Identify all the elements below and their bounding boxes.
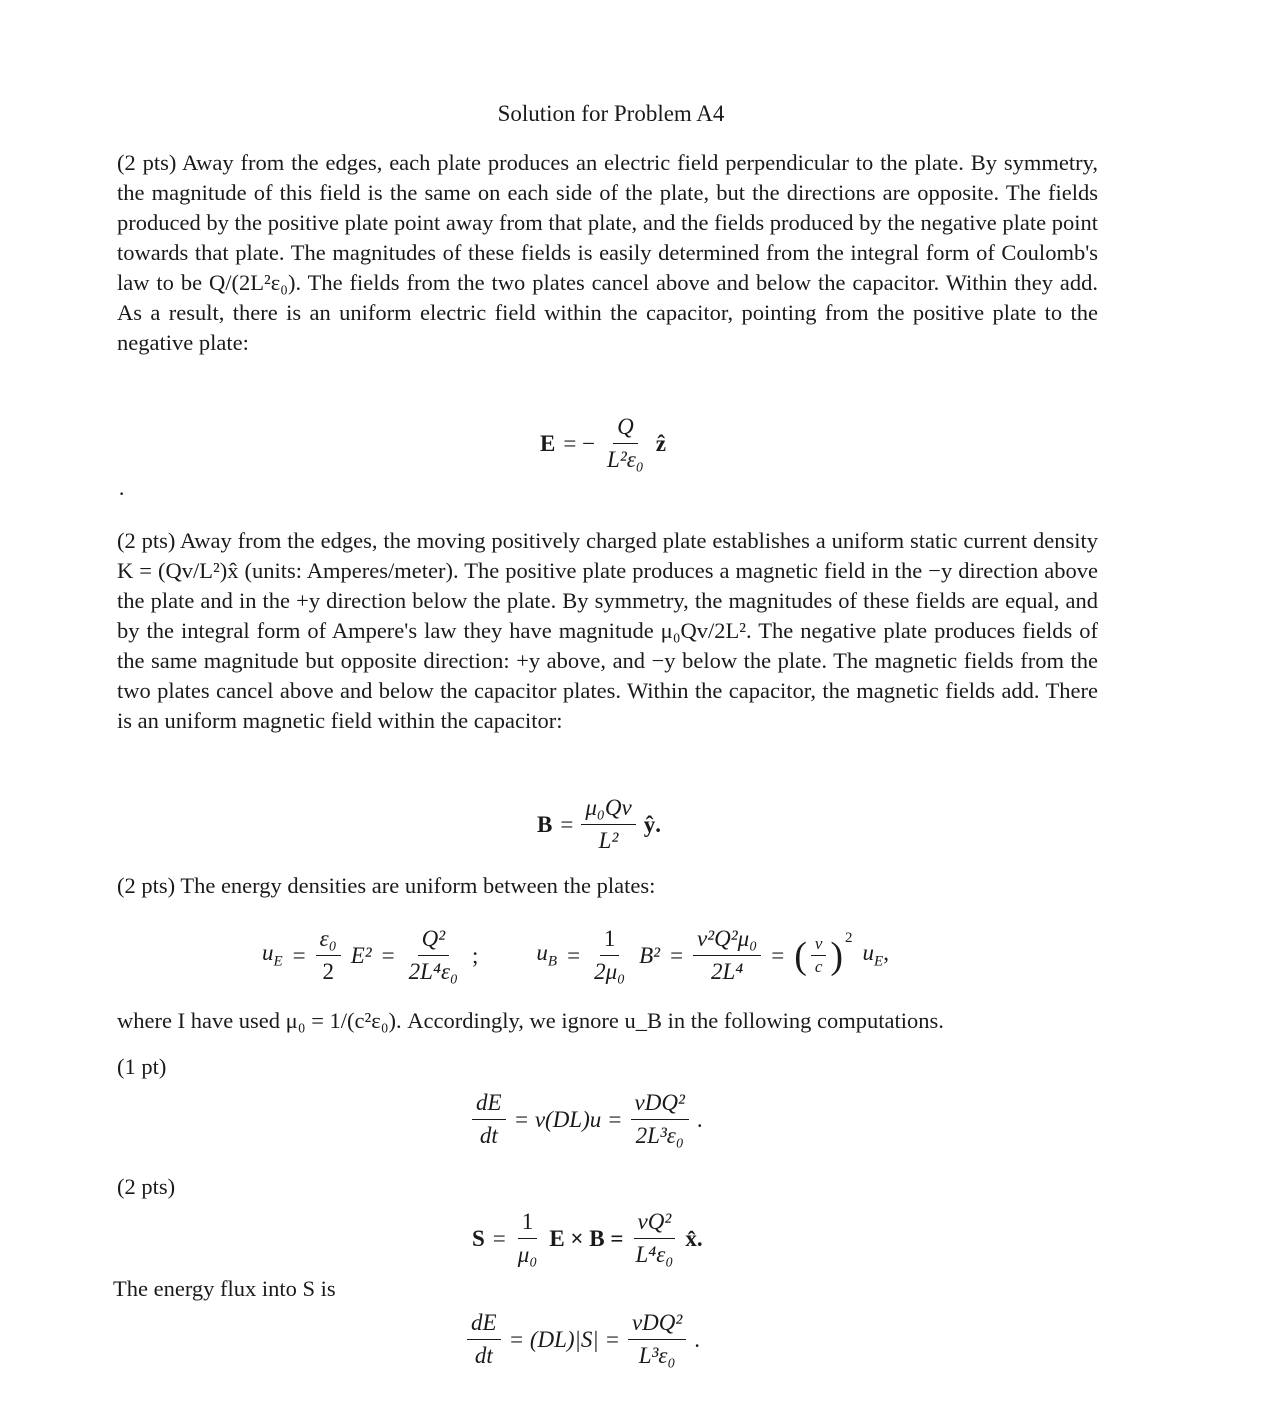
fraction xyxy=(603,412,648,475)
separator: ; xyxy=(472,942,479,968)
equation-electric-field xyxy=(540,412,666,475)
equals: = xyxy=(567,942,581,968)
denominator: c xyxy=(814,957,823,976)
numerator: Q xyxy=(613,412,638,444)
paragraph-ignore-uB: where I have used μ₀ = 1/(c²ε₀). Accordingly, we ignore u_B in the following computations. xyxy=(117,1008,944,1033)
trailing-comma: , xyxy=(883,940,889,966)
paragraph-electric-field: (2 pts) Away from the edges, each plate produces an electric field perpendicular to the plate. By symmetry, the magnitude of this field is the same on each side of the plate, but the directions are opposite. The fields produced by the positive plate point away from that plate, and the fields produced by the negative plate point towards that plate. The magnitudes of these fields is easily determined from the integral form of Coulomb's law to be Q/(2L²ε₀). The fields from the two plates cancel above and below the capacitor. Within they add. As a result, there is an uniform electric field within the capacitor, pointing from the positive plate to the negative plate: xyxy=(117,150,1098,355)
middle-expression: = (DL)|S| = xyxy=(508,1326,620,1352)
right-paren: ) xyxy=(830,934,844,977)
fraction xyxy=(467,1308,501,1371)
fraction xyxy=(693,924,761,987)
middle-expression: = v(DL)u = xyxy=(513,1106,623,1132)
fraction xyxy=(316,924,341,987)
term: B² xyxy=(639,942,661,968)
numerator: μ₀Qv xyxy=(581,793,635,825)
fraction xyxy=(811,934,827,977)
fraction xyxy=(405,924,462,987)
denominator: 2L³ε₀ xyxy=(635,1123,684,1148)
equation-dEdt-2 xyxy=(467,1308,700,1371)
middle-expression: E × B = xyxy=(549,1225,624,1251)
term: E² xyxy=(350,942,372,968)
var-u: u xyxy=(862,940,875,966)
fraction xyxy=(590,924,629,987)
equals: = xyxy=(771,942,785,968)
subscript: B xyxy=(547,953,558,970)
denominator: dt xyxy=(474,1343,493,1368)
unit-vector: ŷ. xyxy=(643,811,661,837)
numerator: v²Q²μ₀ xyxy=(693,924,761,956)
period: . xyxy=(696,1106,703,1132)
unit-vector: ẑ xyxy=(655,430,667,456)
denominator: dt xyxy=(479,1123,498,1148)
equals: = xyxy=(670,942,684,968)
equals: = xyxy=(292,942,306,968)
fraction xyxy=(472,1088,506,1151)
denominator: 2 xyxy=(322,959,334,984)
denominator: L³ε₀ xyxy=(638,1343,676,1368)
page-title: Solution for Problem A4 xyxy=(497,101,725,126)
numerator: Q² xyxy=(418,924,450,956)
exponent: 2 xyxy=(845,930,853,946)
fraction xyxy=(628,1308,686,1371)
eq-op: = xyxy=(560,811,574,837)
eq-lhs: B xyxy=(537,811,553,837)
denominator: L² xyxy=(598,828,619,853)
numerator: vQ² xyxy=(634,1207,676,1239)
var-u: u xyxy=(262,940,274,966)
denominator: 2μ₀ xyxy=(594,959,626,984)
numerator: dE xyxy=(467,1308,501,1340)
label-1pt: (1 pt) xyxy=(117,1054,167,1079)
equals: = xyxy=(381,942,395,968)
numerator: vDQ² xyxy=(628,1308,686,1340)
eq-lhs: E xyxy=(540,430,556,456)
fraction xyxy=(631,1207,677,1270)
eq-lhs: S xyxy=(472,1225,485,1251)
subscript: E xyxy=(273,953,283,970)
fraction xyxy=(631,1088,689,1151)
numerator: v xyxy=(811,934,827,956)
numerator: vDQ² xyxy=(631,1088,689,1120)
equation-magnetic-field xyxy=(537,793,661,856)
numerator: dE xyxy=(472,1088,506,1120)
numerator: ε₀ xyxy=(316,924,341,956)
denominator: 2L⁴ xyxy=(710,959,744,984)
equation-dEdt-1 xyxy=(472,1088,703,1151)
eq-op: = − xyxy=(563,430,596,456)
numerator: 1 xyxy=(518,1207,538,1239)
denominator: L⁴ε₀ xyxy=(635,1242,674,1267)
period: . xyxy=(694,1326,701,1352)
paragraph-magnetic-field: (2 pts) Away from the edges, the moving positively charged plate establishes a uniform static current density K = (Qv/L²)x̂ (units: Amperes/meter). The positive plate produces a magnetic field in the −y direction above the plate and in the +y direction below the plate. By symmetry, the magnitudes of these fields are equal, and by the integral form of Ampere's law they have magnitude μ₀Qv/2L². The negative plate produces fields of the same magnitude but opposite direction: +y above, and −y below the plate. The magnetic fields from the two plates cancel above and below the capacitor plates. Within the capacitor, the magnetic fields add. There is an uniform magnetic field within the capacitor: xyxy=(117,528,1098,733)
paragraph-energy-flux: The energy flux into S is xyxy=(113,1276,336,1301)
denominator: μ₀ xyxy=(517,1242,538,1267)
subscript: E xyxy=(874,953,884,970)
equation-energy-densities xyxy=(262,924,889,987)
var-u: u xyxy=(536,940,548,966)
numerator: 1 xyxy=(600,924,620,956)
fraction xyxy=(514,1207,542,1270)
eq-op: = xyxy=(492,1225,506,1251)
unit-vector: x̂. xyxy=(685,1225,703,1251)
paragraph-energy-densities: (2 pts) The energy densities are uniform between the plates: xyxy=(117,873,656,898)
stray-dot: · xyxy=(118,481,126,506)
left-paren: ( xyxy=(794,934,807,977)
equation-poynting xyxy=(472,1207,703,1270)
denominator: 2L⁴ε₀ xyxy=(408,959,459,984)
fraction xyxy=(581,793,635,856)
denominator: L²ε₀ xyxy=(607,447,644,472)
label-2pts: (2 pts) xyxy=(117,1174,176,1199)
